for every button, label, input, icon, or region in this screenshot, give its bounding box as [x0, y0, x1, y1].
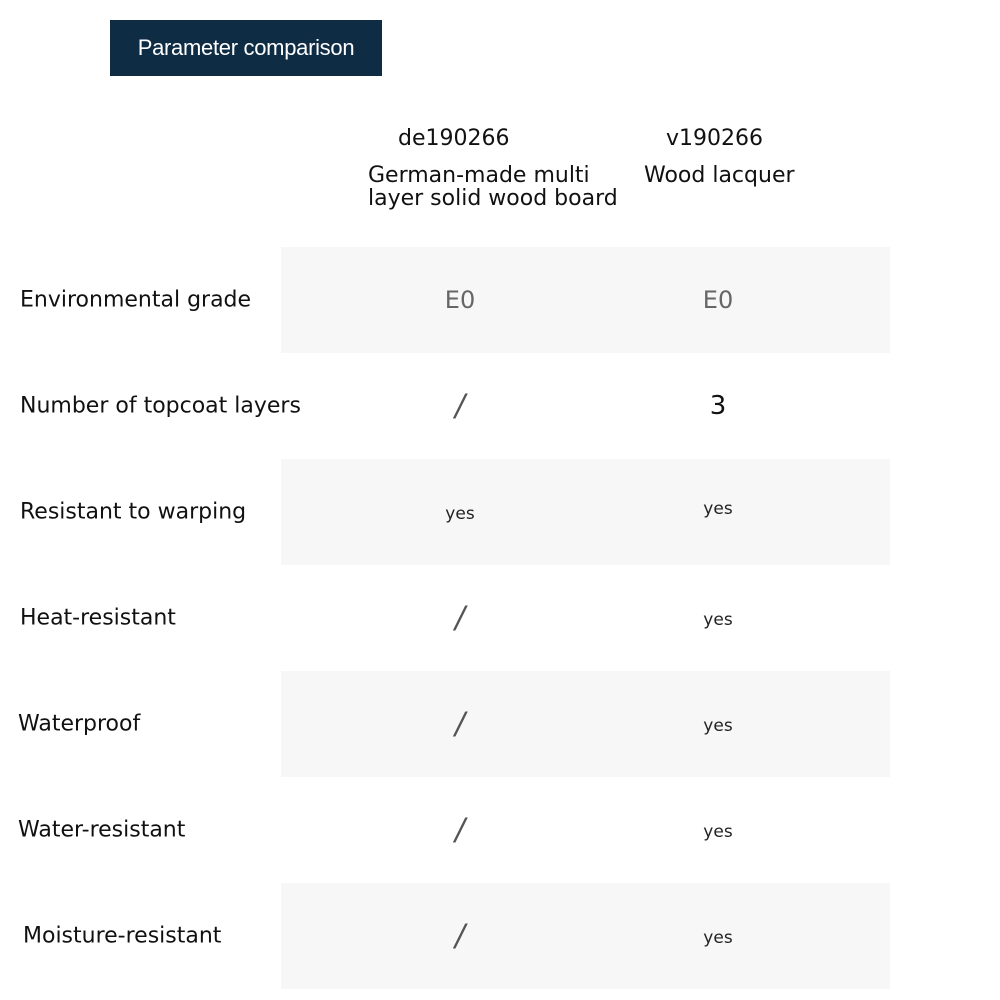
- column-code: de190266: [398, 126, 510, 151]
- table-row: [0, 777, 1000, 883]
- cell-value: 3: [709, 391, 727, 421]
- row-label: Moisture-resistant: [23, 923, 222, 949]
- row-label: Waterproof: [18, 711, 141, 737]
- page-title: Parameter comparison: [110, 20, 382, 76]
- row-label: Heat-resistant: [20, 605, 176, 631]
- cell-value: /: [454, 600, 466, 636]
- column-description: Wood lacquer: [644, 163, 795, 188]
- cell-value: /: [454, 918, 466, 954]
- row-label: Resistant to warping: [20, 499, 247, 525]
- cell-value: yes: [445, 504, 475, 524]
- cell-value: yes: [703, 822, 733, 842]
- cell-value: yes: [703, 928, 733, 948]
- row-label: Environmental grade: [20, 287, 252, 313]
- cell-value: /: [454, 812, 466, 848]
- cell-value: yes: [703, 716, 733, 736]
- column-description: German-made multi layer solid wood board: [368, 163, 618, 211]
- cell-value: /: [454, 706, 466, 742]
- row-label: Number of topcoat layers: [20, 393, 301, 419]
- table-row: [0, 883, 1000, 989]
- cell-value: E0: [702, 286, 734, 314]
- column-code: v190266: [666, 126, 764, 151]
- row-label: Water-resistant: [18, 817, 186, 843]
- table-row: [0, 459, 1000, 565]
- table-row: [0, 247, 1000, 353]
- table-row: [0, 565, 1000, 671]
- cell-value: yes: [703, 610, 733, 630]
- table-row: [0, 671, 1000, 777]
- cell-value: yes: [703, 499, 733, 519]
- cell-value: E0: [444, 286, 476, 314]
- cell-value: /: [454, 388, 466, 424]
- table-row: [0, 353, 1000, 459]
